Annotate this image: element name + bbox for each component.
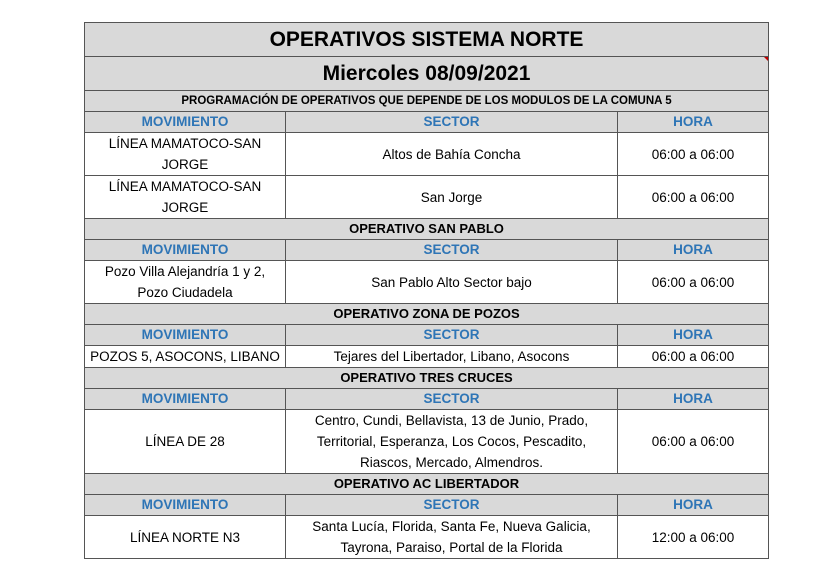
section-heading-row (85, 368, 769, 389)
column-header-hora: HORA (618, 495, 769, 516)
section-heading: OPERATIVO AC LIBERTADOR (85, 474, 769, 495)
section-heading-row (85, 219, 769, 240)
column-header-sector: SECTOR (286, 325, 618, 346)
schedule-table (84, 22, 769, 559)
sector-cell: Santa Lucía, Florida, Santa Fe, Nueva Galicia, Tayrona, Paraiso, Portal de la Florida (286, 516, 618, 559)
column-header-movimiento: MOVIMIENTO (85, 495, 286, 516)
section-heading: OPERATIVO TRES CRUCES (85, 368, 769, 389)
column-header-movimiento: MOVIMIENTO (85, 240, 286, 261)
date-row (85, 57, 769, 91)
section-heading: PROGRAMACIÓN DE OPERATIVOS QUE DEPENDE DE LOS MODULOS DE LA COMUNA 5 (85, 91, 769, 112)
column-header-row (85, 240, 769, 261)
column-header-sector: SECTOR (286, 112, 618, 133)
column-header-sector: SECTOR (286, 389, 618, 410)
column-header-sector: SECTOR (286, 495, 618, 516)
table-row (85, 516, 769, 559)
section-heading-row (85, 304, 769, 325)
table-row (85, 176, 769, 219)
movimiento-cell: POZOS 5, ASOCONS, LIBANO (85, 346, 286, 368)
hora-cell: 06:00 a 06:00 (618, 261, 769, 304)
section-heading: OPERATIVO ZONA DE POZOS (85, 304, 769, 325)
section-heading-row (85, 474, 769, 495)
hora-cell: 06:00 a 06:00 (618, 176, 769, 219)
table-row (85, 261, 769, 304)
column-header-hora: HORA (618, 240, 769, 261)
sector-cell: Altos de Bahía Concha (286, 133, 618, 176)
column-header-row (85, 495, 769, 516)
sector-cell: San Pablo Alto Sector bajo (286, 261, 618, 304)
table-row (85, 346, 769, 368)
hora-cell: 06:00 a 06:00 (618, 410, 769, 474)
date-label: Miercoles 08/09/2021 (322, 62, 531, 85)
comment-indicator-icon (763, 57, 769, 63)
date-cell (85, 57, 769, 91)
movimiento-cell: LÍNEA DE 28 (85, 410, 286, 474)
movimiento-cell: LÍNEA NORTE N3 (85, 516, 286, 559)
hora-cell: 12:00 a 06:00 (618, 516, 769, 559)
title-row (85, 23, 769, 57)
hora-cell: 06:00 a 06:00 (618, 133, 769, 176)
column-header-hora: HORA (618, 325, 769, 346)
section-heading: OPERATIVO SAN PABLO (85, 219, 769, 240)
column-header-row (85, 325, 769, 346)
column-header-hora: HORA (618, 389, 769, 410)
schedule-sheet (84, 22, 768, 559)
sector-cell: Centro, Cundi, Bellavista, 13 de Junio, Prado, Territorial, Esperanza, Los Cocos, Pescadito, Riascos, Mercado, Almendros. (286, 410, 618, 474)
sector-cell: Tejares del Libertador, Libano, Asocons (286, 346, 618, 368)
sector-cell: San Jorge (286, 176, 618, 219)
column-header-movimiento: MOVIMIENTO (85, 112, 286, 133)
column-header-movimiento: MOVIMIENTO (85, 389, 286, 410)
table-row (85, 133, 769, 176)
hora-cell: 06:00 a 06:00 (618, 346, 769, 368)
column-header-hora: HORA (618, 112, 769, 133)
column-header-row (85, 389, 769, 410)
table-row (85, 410, 769, 474)
movimiento-cell: Pozo Villa Alejandría 1 y 2, Pozo Ciudadela (85, 261, 286, 304)
section-heading-row (85, 91, 769, 112)
column-header-movimiento: MOVIMIENTO (85, 325, 286, 346)
column-header-sector: SECTOR (286, 240, 618, 261)
page-title: OPERATIVOS SISTEMA NORTE (85, 23, 769, 57)
column-header-row (85, 112, 769, 133)
movimiento-cell: LÍNEA MAMATOCO-SAN JORGE (85, 133, 286, 176)
movimiento-cell: LÍNEA MAMATOCO-SAN JORGE (85, 176, 286, 219)
